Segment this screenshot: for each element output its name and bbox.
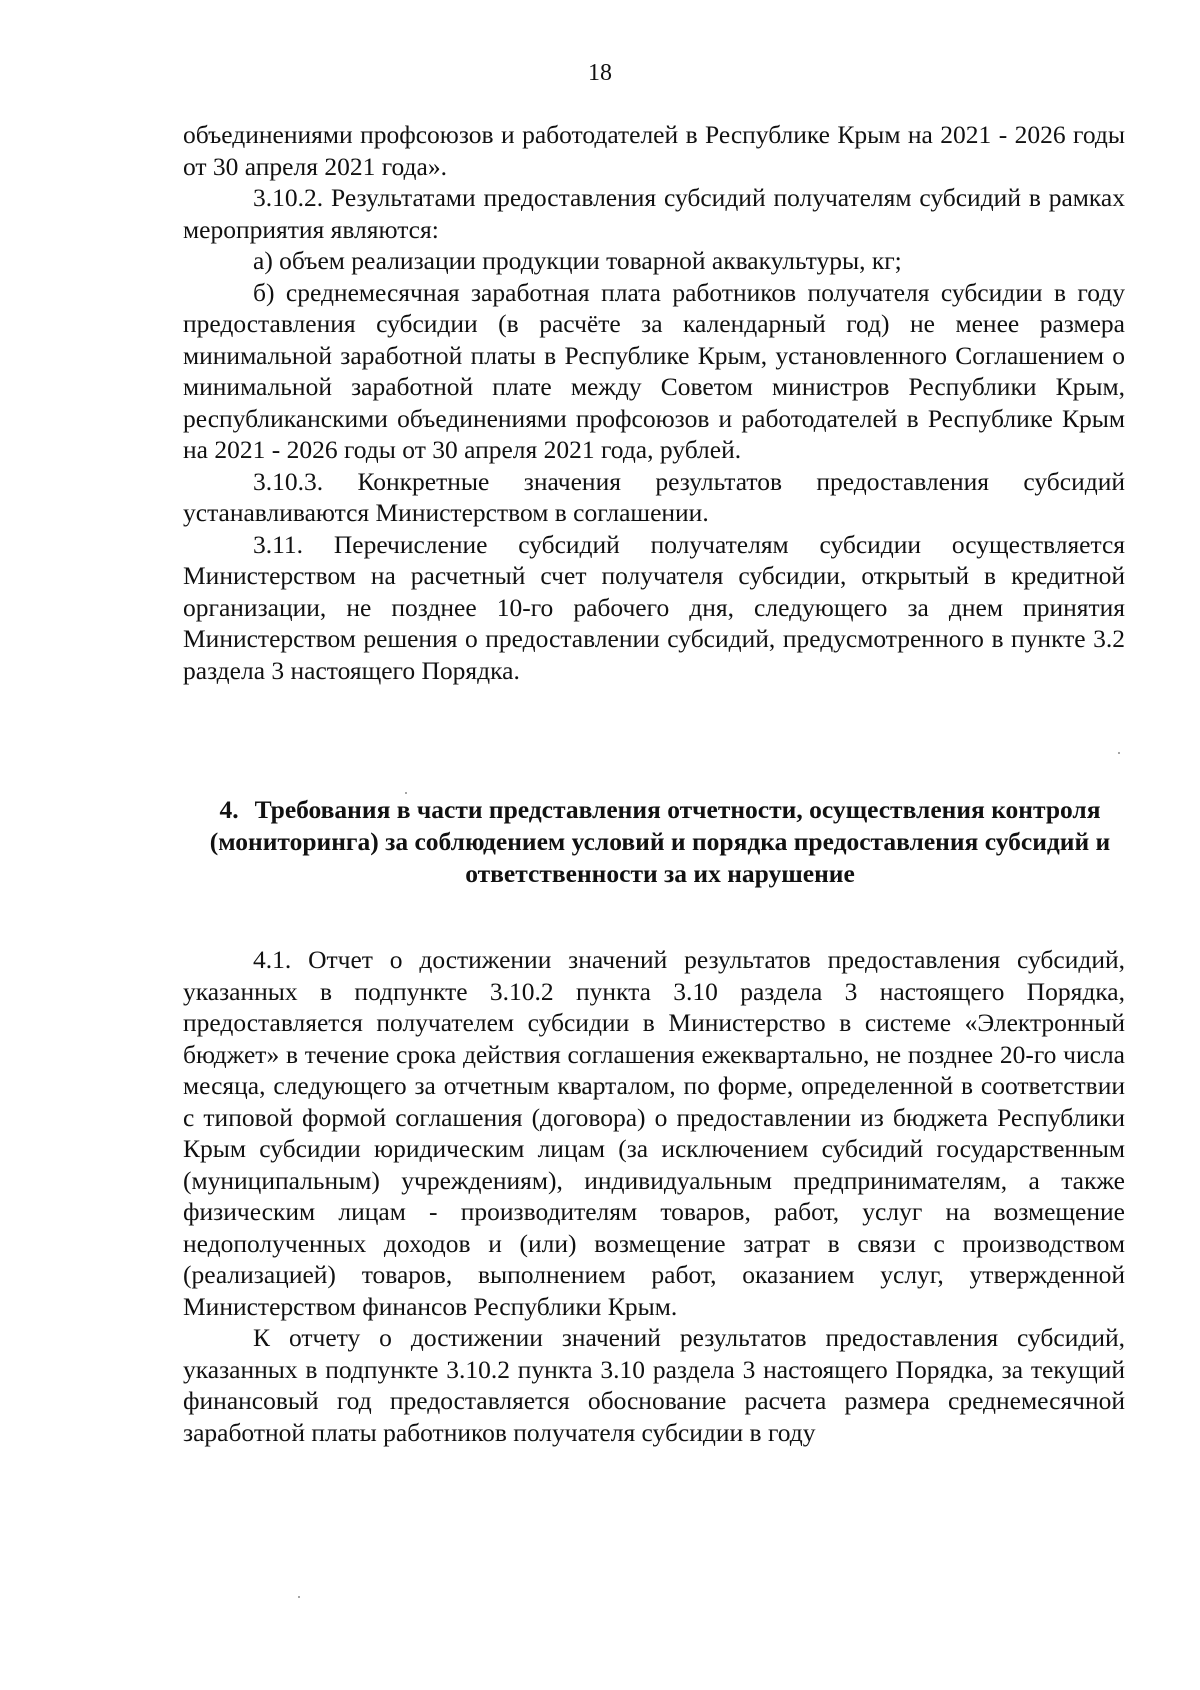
paragraph-continuation: объединениями профсоюзов и работодателей в Республике Крым на 2021 - 2026 годы от 30 апреля 2021 года». xyxy=(183,120,1125,181)
section-4-title: Требования в части представления отчетности, осуществления контроля (мониторинга) за соблюдением условий и порядка предоставления субсидий и ответственности за их нарушение xyxy=(209,795,1111,888)
paragraph-3-10-3: 3.10.3. Конкретные значения результатов предоставления субсидий устанавливаются Министерством в соглашении. xyxy=(183,466,1125,527)
list-item-a: а) объем реализации продукции товарной аквакультуры, кг; xyxy=(253,246,902,275)
scan-speck xyxy=(405,792,407,794)
paragraph-3-10-2: 3.10.2. Результатами предоставления субсидий получателям субсидий в рамках мероприятия являются: xyxy=(183,183,1125,244)
paragraph-4-1: 4.1. Отчет о достижении значений результатов предоставления субсидий, указанных в подпункте 3.10.2 пункта 3.10 раздела 3 настоящего Порядка, предоставляется получателем субсидии в Министерство в системе «Электронный бюджет» в течение срока действия соглашения ежеквартально, не позднее 20-го числа месяца, следующего за отчетным кварталом, по форме, определенной в соответствии с типовой формой соглашения (договора) о предоставлении из бюджета Республики Крым субсидии юридическим лицам (за исключением субсидий государственным (муниципальным) учреждениям), индивидуальным предпринимателям, а также физическим лицам - производителям товаров, работ, услуг на возмещение недополученных доходов и (или) возмещение затрат в связи с производством (реализацией) товаров, выполнением работ, оказанием услуг, утвержденной Министерством финансов Республики Крым. xyxy=(183,945,1125,1321)
section-4-number: 4. xyxy=(219,795,239,824)
scan-speck xyxy=(1118,752,1120,754)
paragraph-3-11: 3.11. Перечисление субсидий получателям субсидии осуществляется Министерством на расчетный счет получателя субсидии, открытый в кредитной организации, не позднее 10-го рабочего дня, следующего за днем принятия Министерством решения о предоставлении субсидий, предусмотренного в пункте 3.2 раздела 3 настоящего Порядка. xyxy=(183,529,1125,685)
section-4-heading xyxy=(200,794,1120,890)
section-4-body xyxy=(183,944,1125,1448)
paragraph-report-attachment: К отчету о достижении значений результатов предоставления субсидий, указанных в подпункте 3.10.2 пункта 3.10 раздела 3 настоящего Порядка, за текущий финансовый год предоставляется обоснование расчета размера среднемесячной заработной платы работников получателя субсидии в году xyxy=(183,1323,1125,1447)
list-item-b: б) среднемесячная заработная плата работников получателя субсидии в году предоставления субсидии (в расчёте за календарный год) не менее размера минимальной заработной платы в Республике Крым, установленного Соглашением о минимальной заработной плате между Советом министров Республики Крым, республиканскими объединениями профсоюзов и работодателей в Республике Крым на 2021 - 2026 годы от 30 апреля 2021 года, рублей. xyxy=(183,277,1125,464)
section-3-continuation xyxy=(183,119,1125,686)
page-number: 18 xyxy=(588,60,612,86)
scan-speck xyxy=(298,1596,300,1598)
